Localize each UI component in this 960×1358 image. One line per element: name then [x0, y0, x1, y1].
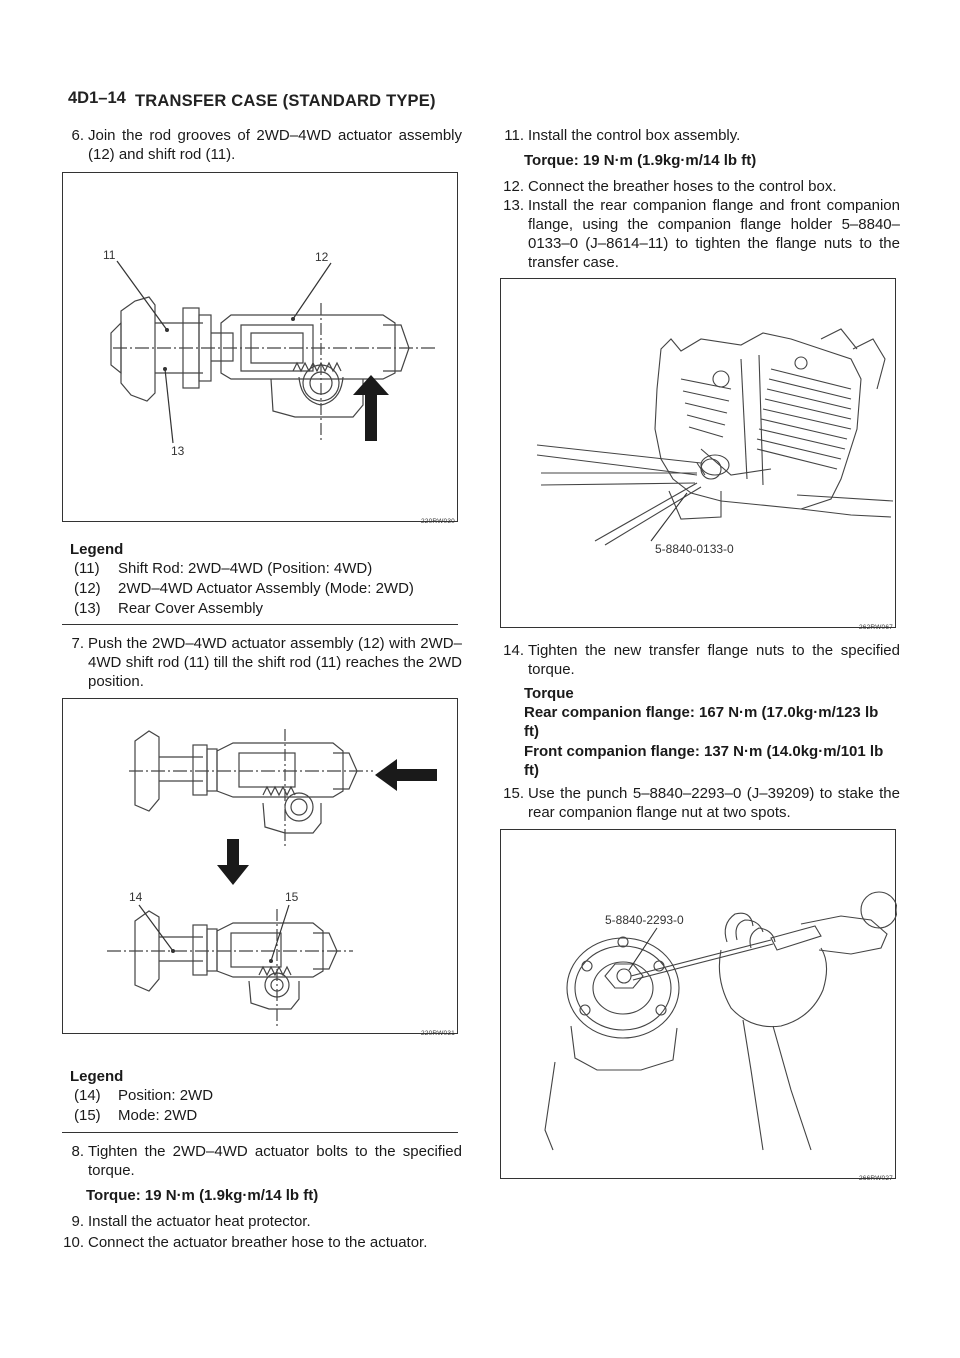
tool-label: 5-8840-0133-0	[655, 542, 734, 556]
step-number: 11.	[504, 127, 524, 144]
legend-item	[74, 559, 372, 578]
legend-title: Legend	[70, 541, 124, 558]
callout-12: 12	[315, 250, 329, 264]
figure-code: 220RW031	[420, 1030, 455, 1037]
figure-code: 262RW067	[858, 624, 893, 631]
step-number: 9.	[71, 1213, 84, 1230]
section-code: 4D1–14	[68, 89, 126, 107]
step-number: 14.	[503, 642, 524, 659]
step-15	[500, 784, 900, 822]
step-text: Join the rod grooves of 2WD–4WD actuator assembly (12) and shift rod (11).	[88, 127, 462, 163]
figure-code: 220RW030	[420, 518, 455, 525]
figure-actuator-4wd	[62, 172, 458, 525]
figure-code: 266RW027	[858, 1175, 893, 1182]
torque-spec: Torque: 19 N·m (1.9kg·m/14 lb ft)	[86, 1187, 319, 1204]
step-8	[62, 1142, 462, 1180]
step-6	[62, 126, 462, 164]
legend-text: Position: 2WD	[118, 1087, 214, 1104]
divider	[62, 624, 458, 625]
tool-label: 5-8840-2293-0	[605, 913, 684, 927]
figure-actuator-2wd	[62, 698, 458, 1037]
step-text: Install the actuator heat protector.	[88, 1213, 311, 1230]
step-14	[500, 641, 900, 679]
legend-item	[74, 1086, 213, 1105]
torque-title: Torque	[524, 685, 574, 702]
torque-spec: Torque: 19 N·m (1.9kg·m/14 lb ft)	[524, 152, 757, 169]
step-text: Use the punch 5–8840–2293–0 (J–39209) to stake the rear companion flange nut at two spots.	[528, 785, 900, 821]
step-number: 8.	[71, 1143, 84, 1160]
step-number: 12.	[503, 178, 524, 195]
actuator-2wd-drawing	[63, 699, 459, 1035]
step-text: Install the control box assembly.	[528, 127, 741, 144]
callout-13: 13	[171, 444, 185, 458]
step-text: Tighten the new transfer flange nuts to the specified torque.	[528, 642, 900, 678]
step-text: Connect the breather hoses to the control box.	[528, 178, 837, 195]
legend-number: (14)	[74, 1087, 101, 1104]
actuator-4wd-drawing	[63, 173, 459, 523]
step-text: Install the rear companion flange and front companion flange, using the companion flange holder 5–8840–0133–0 (J–8614–11) to tighten the flange nuts to the transfer case.	[528, 197, 900, 271]
step-9	[62, 1212, 462, 1231]
punch-staking-drawing	[501, 830, 897, 1180]
legend-number: (12)	[74, 580, 101, 597]
torque-front-flange: Front companion flange: 137 N·m (14.0kg·m/101 lb ft)	[524, 743, 884, 779]
step-number: 13.	[503, 197, 524, 214]
figure-punch-staking	[500, 829, 896, 1182]
flange-holder-drawing	[501, 279, 897, 629]
torque-rear-flange: Rear companion flange: 167 N·m (17.0kg·m/123 lb ft)	[524, 704, 879, 740]
step-text: Tighten the 2WD–4WD actuator bolts to the specified torque.	[88, 1143, 462, 1179]
legend-text: Rear Cover Assembly	[118, 600, 264, 617]
page-title: TRANSFER CASE (STANDARD TYPE)	[135, 92, 436, 110]
divider	[62, 1132, 458, 1133]
callout-11: 11	[103, 248, 116, 262]
legend-item	[74, 1106, 197, 1125]
step-text: Push the 2WD–4WD actuator assembly (12) with 2WD–4WD shift rod (11) till the shift rod (11) reaches the 2WD position.	[88, 635, 462, 690]
legend-text: 2WD–4WD Actuator Assembly (Mode: 2WD)	[118, 580, 414, 597]
legend-number: (15)	[74, 1107, 101, 1124]
legend-item	[74, 599, 263, 618]
step-7	[62, 634, 462, 691]
step-number: 6.	[71, 127, 84, 144]
step-text: Connect the actuator breather hose to the actuator.	[88, 1234, 428, 1251]
callout-15: 15	[285, 890, 299, 904]
step-12	[500, 177, 900, 196]
step-number: 15.	[503, 785, 524, 802]
step-10	[50, 1233, 462, 1252]
step-11	[500, 126, 900, 145]
step-number: 10.	[63, 1234, 84, 1251]
legend-item	[74, 579, 414, 598]
legend-number: (13)	[74, 600, 101, 617]
step-13	[500, 196, 900, 272]
legend-number: (11)	[74, 560, 100, 577]
step-number: 7.	[71, 635, 84, 652]
legend-title: Legend	[70, 1068, 124, 1085]
legend-text: Shift Rod: 2WD–4WD (Position: 4WD)	[118, 560, 373, 577]
legend-text: Mode: 2WD	[118, 1107, 198, 1124]
callout-14: 14	[129, 890, 143, 904]
figure-companion-flange-holder	[500, 278, 896, 631]
